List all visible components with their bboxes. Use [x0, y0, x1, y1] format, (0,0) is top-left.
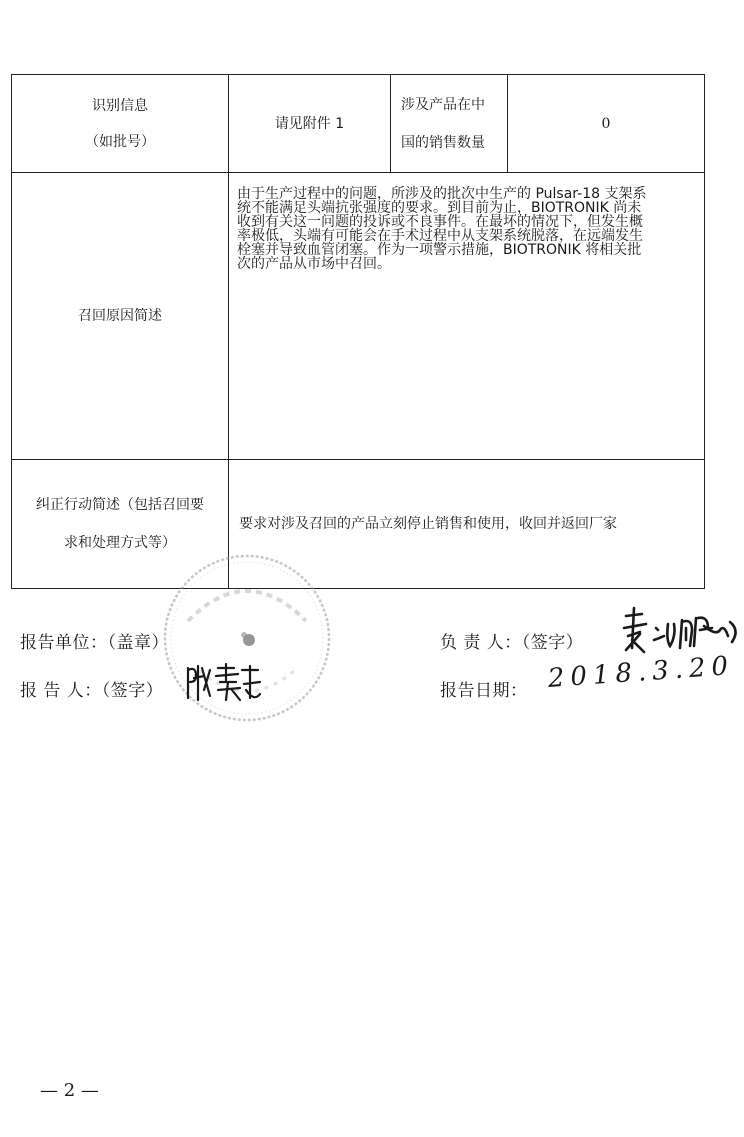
identification-label-sub: （如批号）: [85, 133, 155, 150]
table-row-corrective-action: [12, 460, 705, 589]
sales-quantity-value-cell: [508, 75, 705, 173]
recall-reason-line: 收到有关这一问题的投诉或不良事件。在最坏的情况下，但发生概: [237, 214, 643, 230]
recall-reason-line: 由于生产过程中的问题，所涉及的批次中生产的 Pulsar-18 支架系: [237, 186, 647, 202]
sales-quantity-label-cell: [391, 75, 508, 173]
report-date-value: 2018.3.20: [546, 651, 735, 694]
sales-quantity-label: 涉及产品在中: [401, 96, 485, 113]
identification-label: 识别信息: [92, 97, 148, 114]
recall-reason-line: 栓塞并导致血管闭塞。作为一项警示措施，BIOTRONIK 将相关批: [237, 242, 642, 258]
page-number: — 2 —: [40, 1080, 99, 1101]
recall-reason-label-cell: [12, 173, 229, 460]
corrective-action-value: 要求对涉及召回的产品立刻停止销售和使用，收回并返回厂家: [239, 516, 617, 532]
recall-reason-line: 率极低，头端有可能会在手术过程中从支架系统脱落，在远端发生: [237, 228, 643, 244]
identification-value-cell: [229, 75, 391, 173]
table-row-identification: [12, 75, 705, 173]
recall-reason-label: 召回原因简述: [78, 308, 162, 324]
identification-label-cell: [12, 75, 229, 173]
reporter-label: 报 告 人：（签字）: [20, 681, 164, 701]
sales-quantity-label-sub: 国的销售数量: [401, 134, 485, 151]
table-row-recall-reason: [12, 173, 705, 460]
report-unit-label: 报告单位：（盖章）: [20, 633, 169, 653]
corrective-action-label: 纠正行动简述（包括召回要: [36, 497, 204, 513]
corrective-action-label-sub: 求和处理方式等）: [64, 535, 176, 551]
identification-value: 请见附件 1: [274, 115, 345, 132]
reporter-signature: [184, 660, 264, 704]
sales-quantity-value: 0: [601, 115, 611, 132]
recall-info-table: [11, 74, 705, 589]
recall-reason-line: 次的产品从市场中召回。: [237, 256, 391, 272]
responsible-signature: [620, 606, 744, 658]
recall-reason-line: 统不能满足头端抗张强度的要求。到目前为止，BIOTRONIK 尚未: [237, 200, 642, 216]
responsible-person-label: 负 责 人：（签字）: [440, 633, 584, 653]
recall-reason-text-cell: [229, 173, 705, 460]
report-date-label: 报告日期：: [440, 681, 528, 701]
